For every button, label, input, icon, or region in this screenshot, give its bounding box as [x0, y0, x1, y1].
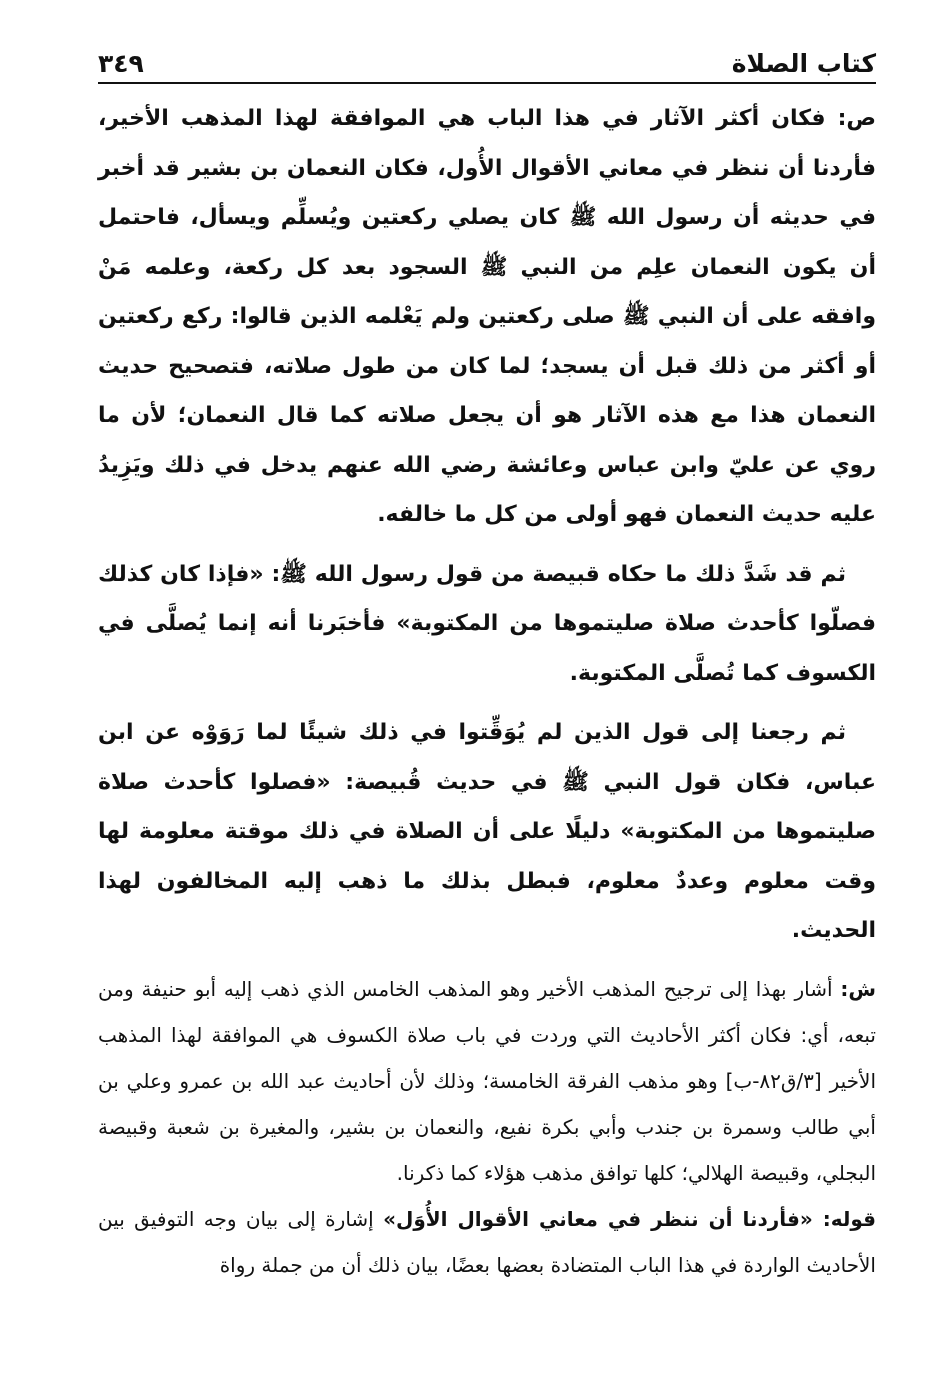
sharh-paragraph: [98, 966, 876, 1196]
sharh-marker: ش:: [840, 976, 876, 1001]
paragraph-text: أشار بهذا إلى ترجيح المذهب الأخير وهو المذهب الخامس الذي ذهب إليه أبو حنيفة ومن تبعه، أي: فكان أكثر الأحاديث التي وردت في باب صلاة الكسوف هي الموافقة لهذا المذهب الأخير [٣/ق٨٢-ب] وهو مذهب الفرقة الخامسة؛ وذلك لأن أحاديث عبد الله بن عمرو وعلي بن أبي طالب وسمرة بن جندب وأبي بكرة نفيع، والنعمان بن بشير، والمغيرة بن شعبة وقبيصة البجلي، وقبيصة الهلالي؛ كلها توافق مذهب هؤلاء كما ذكرنا.: [98, 976, 876, 1185]
qawluhu-marker: قوله:: [822, 1206, 876, 1231]
paragraph-text: ص: فكان أكثر الآثار في هذا الباب هي الموافقة لهذا المذهب الأخير، فأردنا أن ننظر في معاني الأقوال الأُول، فكان النعمان بن بشير قد أخبر في حديثه أن رسول الله ﷺ كان يصلي ركعتين ويُسلِّم ويسأل، فاحتمل أن يكون النعمان علِم من النبي ﷺ السجود بعد كل ركعة، وعلمه مَنْ وافقه على أن النبي ﷺ صلى ركعتين ولم يَعْلمه الذين قالوا: ركع ركعتين أو أكثر من ذلك قبل أن يسجد؛ لما كان من طول صلاته، فتصحيح حديث النعمان هذا مع هذه الآثار هو أن يجعل صلاته كما قال النعمان؛ لأن ما روي عن عليّ وابن عباس وعائشة رضي الله عنهم يدخل في ذلك ويَزِيدُ عليه حديث النعمان فهو أولى من كل ما خالفه.: [98, 106, 876, 527]
matn-paragraph: [98, 708, 876, 956]
running-head: كتاب الصلاة: [731, 49, 876, 78]
paragraph-text: إشارة إلى بيان وجه التوفيق بين الأحاديث الواردة في هذا الباب المتضادة بعضها بعضًا، بيان ذلك أن من جملة رواة: [98, 1206, 876, 1277]
book-page: [98, 30, 876, 1288]
paragraph-text: ثم رجعنا إلى قول الذين لم يُوَقِّتوا في ذلك شيئًا لما رَوَوْه عن ابن عباس، فكان قول النبي ﷺ في حديث قُبيصة: «فصلوا كأحدث صلاة صليتموها من المكتوبة» دليلًا على أن الصلاة في ذلك موقتة معلومة لها وقت معلوم وعددٌ معلوم، فبطل بذلك ما ذهب إليه المخالفون لهذا الحديث.: [98, 720, 876, 943]
page-header: [98, 30, 876, 84]
paragraph-text: ثم قد شَدَّ ذلك ما حكاه قبيصة من قول رسول الله ﷺ: «فإذا كان كذلك فصلّوا كأحدث صلاة صليتموها من المكتوبة» فأخبَرنا أنه إنما يُصلَّى في الكسوف كما تُصلَّى المكتوبة.: [98, 561, 876, 686]
quoted-matn: «فأردنا أن ننظر في معاني الأقوال الأُوَل»: [383, 1206, 823, 1231]
page-body: [98, 94, 876, 1288]
sharh-paragraph: [98, 1196, 876, 1288]
page-number: ٣٤٩: [98, 49, 144, 78]
matn-paragraph: [98, 94, 876, 540]
matn-paragraph: [98, 550, 876, 699]
